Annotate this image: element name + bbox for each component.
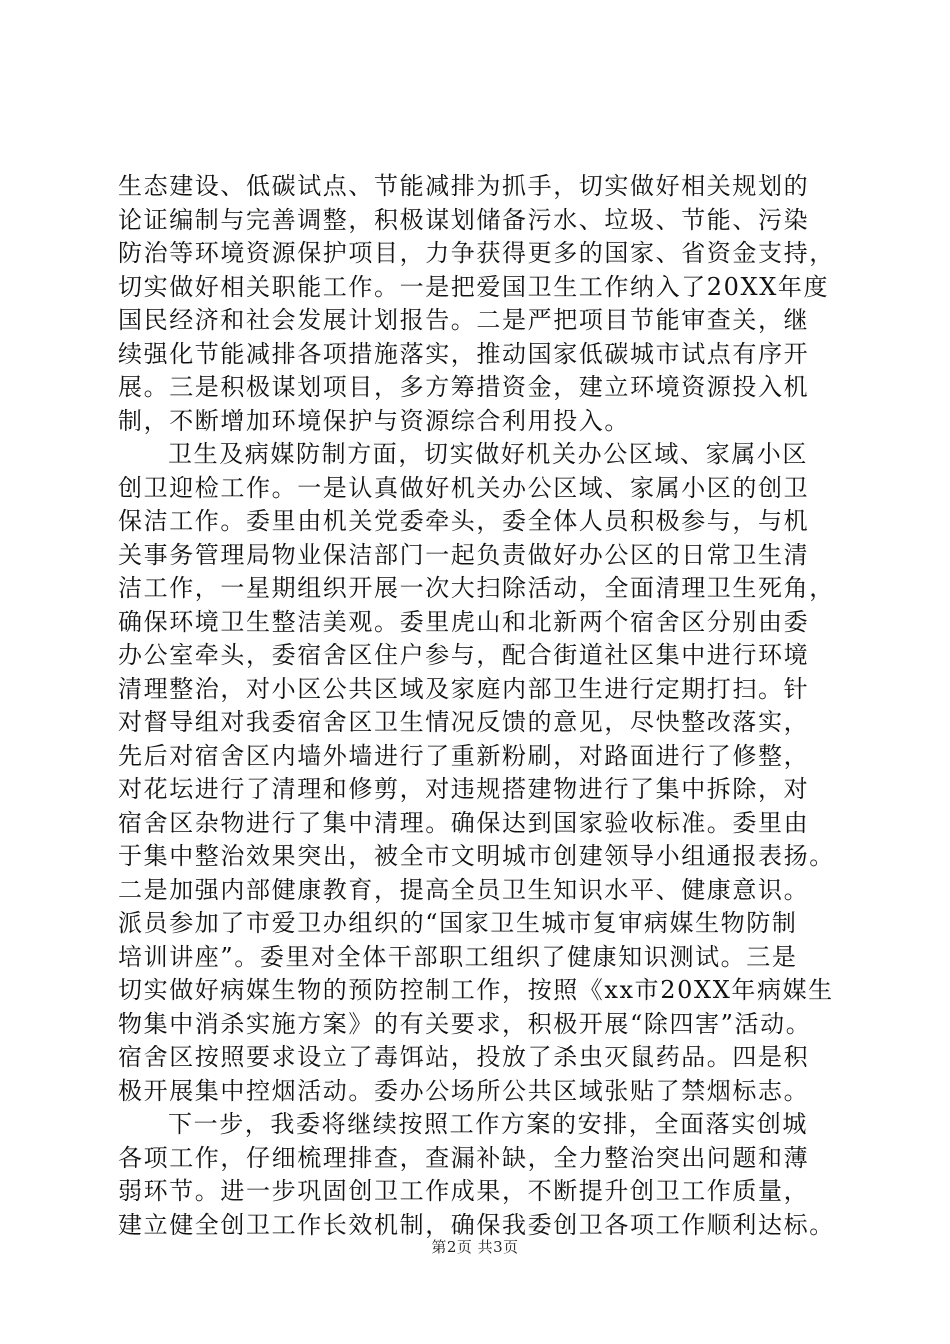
text-line: 切实做好病媒生物的预防控制工作，按照《xx市20XX年病媒生 [118, 976, 834, 1004]
text-line: 制，不断增加环境保护与资源综合利用投入。 [118, 406, 630, 435]
text-line: 洁工作，一星期组织开展一次大扫除活动，全面清理卫生死角， [118, 574, 835, 602]
text-line: 宿舍区按照要求设立了毒饵站，投放了杀虫灭鼠药品。四是积 [118, 1043, 810, 1071]
text-line: 办公室牵头，委宿舍区住户参与，配合街道社区集中进行环境 [118, 641, 810, 669]
text-line: 续强化节能减排各项措施落实，推动国家低碳城市试点有序开 [118, 339, 810, 368]
text-line: 防治等环境资源保护项目，力争获得更多的国家、省资金支持， [118, 239, 835, 267]
text-line: 确保环境卫生整洁美观。委里虎山和北新两个宿舍区分别由委 [118, 607, 810, 636]
text-line: 创卫迎检工作。一是认真做好机关办公区域、家属小区的创卫 [118, 473, 810, 502]
body-text [118, 170, 840, 1242]
text-line: 国民经济和社会发展计划报告。二是严把项目节能审查关，继 [118, 306, 810, 334]
text-line: 论证编制与完善调整，积极谋划储备污水、垃圾、节能、污染 [118, 205, 810, 234]
text-line: 建立健全创卫工作长效机制，确保我委创卫各项工作顺利达标。 [118, 1210, 835, 1239]
text-line: 各项工作，仔细梳理排查，查漏补缺，全力整治突出问题和薄 [118, 1143, 810, 1172]
text-line: 弱环节。进一步巩固创卫工作成果，不断提升创卫工作质量， [118, 1177, 810, 1205]
text-line: 关事务管理局物业保洁部门一起负责做好办公区的日常卫生清 [118, 540, 810, 569]
text-line: 宿舍区杂物进行了集中清理。确保达到国家验收标准。委里由 [118, 808, 810, 837]
text-line: 清理整治，对小区公共区域及家庭内部卫生进行定期打扫。针 [118, 674, 810, 703]
text-line: 展。三是积极谋划项目，多方筹措资金，建立环境资源投入机 [118, 373, 810, 401]
text-line: 极开展集中控烟活动。委办公场所公共区域张贴了禁烟标志。 [118, 1076, 810, 1105]
text-line: 对督导组对我委宿舍区卫生情况反馈的意见，尽快整改落实， [118, 708, 810, 736]
text-line: 物集中消杀实施方案》的有关要求，积极开展“除四害”活动。 [118, 1009, 812, 1038]
text-line: 培训讲座”。委里对全体干部职工组织了健康知识测试。三是 [118, 942, 798, 971]
page-number-footer: 第2页 共3页 [431, 1238, 519, 1256]
text-line: 先后对宿舍区内墙外墙进行了重新粉刷，对路面进行了修整， [118, 741, 810, 770]
text-line: 对花坛进行了清理和修剪，对违规搭建物进行了集中拆除，对 [118, 775, 810, 803]
text-line: 切实做好相关职能工作。一是把爱国卫生工作纳入了20XX年度 [118, 272, 830, 301]
text-line: 派员参加了市爱卫办组织的“国家卫生城市复审病媒生物防制 [118, 909, 798, 937]
paragraph-start-line: 下一步，我委将继续按照工作方案的安排，全面落实创城 [168, 1110, 808, 1138]
text-line: 保洁工作。委里由机关党委牵头，委全体人员积极参与，与机 [118, 507, 810, 535]
text-line: 生态建设、低碳试点、节能减排为抓手，切实做好相关规划的 [118, 172, 810, 200]
text-line: 于集中整治效果突出，被全市文明城市创建领导小组通报表扬。 [118, 842, 835, 870]
text-line: 二是加强内部健康教育，提高全员卫生知识水平、健康意识。 [118, 875, 810, 904]
paragraph-start-line: 卫生及病媒防制方面，切实做好机关办公区域、家属小区 [168, 440, 808, 468]
